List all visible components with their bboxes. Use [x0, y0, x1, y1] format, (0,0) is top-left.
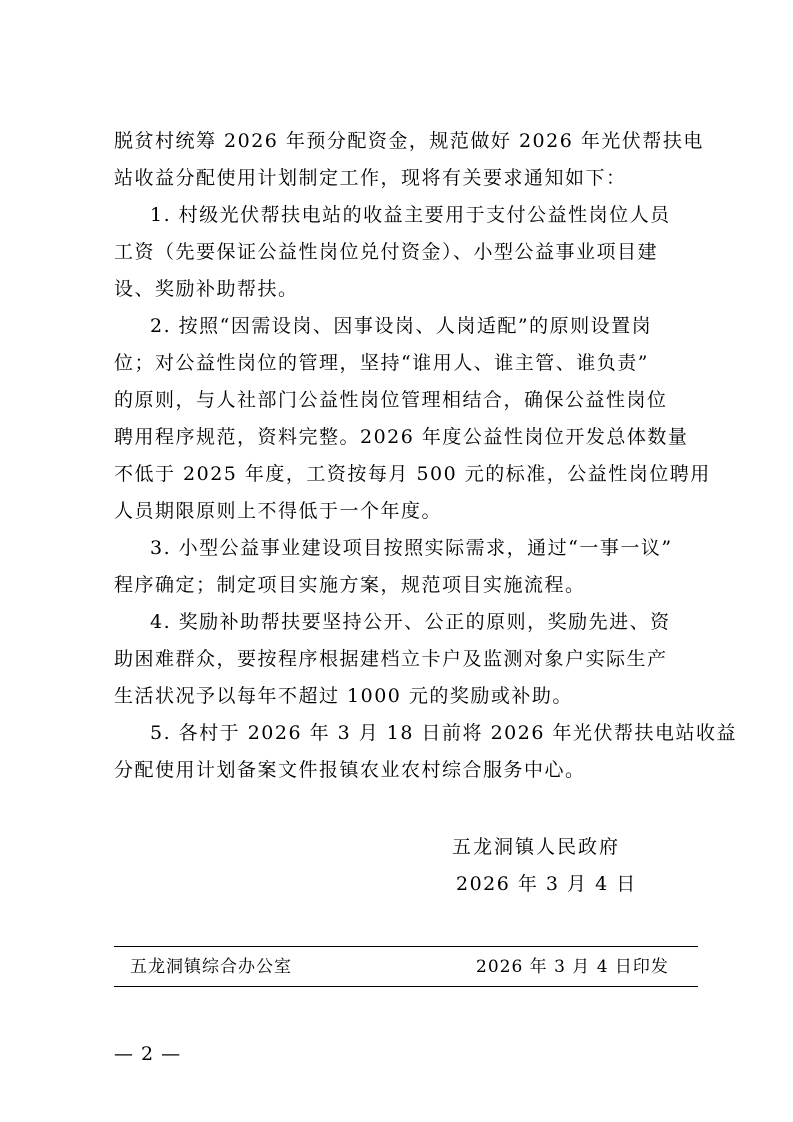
- body-line: 位；对公益性岗位的管理，坚持“谁用人、谁主管、谁负责”: [114, 352, 649, 374]
- body-line: 站收益分配使用计划制定工作，现将有关要求通知如下：: [114, 167, 627, 189]
- body-line: 分配使用计划备案文件报镇农业农村综合服务中心。: [114, 759, 586, 781]
- page-number: — 2 —: [114, 1043, 182, 1065]
- body-line: 设、奖励补助帮扶。: [114, 278, 299, 300]
- body-line: 助困难群众，要按程序根据建档立卡户及监测对象户实际生产: [114, 648, 668, 670]
- body-line: 不低于 2025 年度，工资按每月 500 元的标准，公益性岗位聘用: [114, 463, 711, 485]
- body-line: 人员期限原则上不得低于一个年度。: [114, 500, 443, 522]
- signature-organization: 五龙洞镇人民政府: [452, 836, 621, 858]
- body-line: 4. 奖励补助帮扶要坚持公开、公正的原则，奖励先进、资: [150, 611, 671, 633]
- footer-bottom-divider: [114, 986, 698, 987]
- body-line: 生活状况予以每年不超过 1000 元的奖励或补助。: [114, 685, 573, 707]
- signature-date: 2026 年 3 月 4 日: [456, 873, 637, 895]
- body-line: 脱贫村统筹 2026 年预分配资金，规范做好 2026 年光伏帮扶电: [114, 130, 704, 152]
- body-line: 的原则，与人社部门公益性岗位管理相结合，确保公益性岗位: [114, 389, 668, 411]
- body-line: 1. 村级光伏帮扶电站的收益主要用于支付公益性岗位人员: [150, 204, 671, 226]
- body-line: 工资（先要保证公益性岗位兑付资金）、小型公益事业项目建: [114, 241, 659, 263]
- footer-issue-date: 2026 年 3 月 4 日印发: [476, 957, 669, 977]
- body-line: 程序确定；制定项目实施方案，规范项目实施流程。: [114, 574, 586, 596]
- footer-issuer: 五龙洞镇综合办公室: [130, 957, 292, 977]
- body-line: 5. 各村于 2026 年 3 月 18 日前将 2026 年光伏帮扶电站收益: [150, 722, 737, 744]
- footer-top-divider: [114, 946, 698, 947]
- body-line: 2. 按照“因需设岗、因事设岗、人岗适配”的原则设置岗: [150, 315, 653, 337]
- body-line: 3. 小型公益事业建设项目按照实际需求，通过“一事一议”: [150, 537, 673, 559]
- body-line: 聘用程序规范，资料完整。2026 年度公益性岗位开发总体数量: [114, 426, 689, 448]
